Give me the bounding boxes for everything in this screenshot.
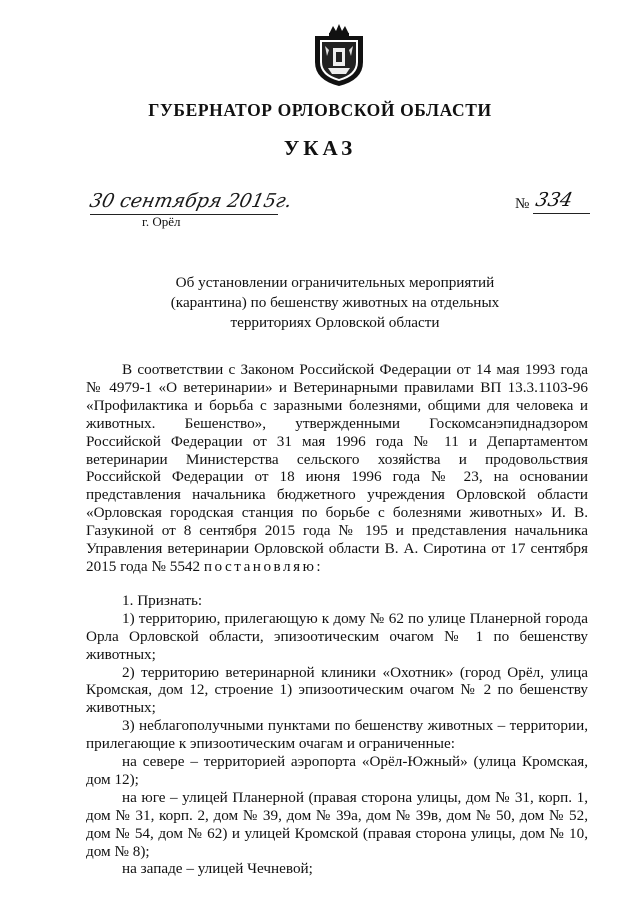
clause-1-1: 1) территорию, прилегающую к дому № 62 по улице Планерной города Орла Орловской области, эпизоотическим очагом № 1 по бешенству животных; [86, 609, 588, 663]
handwritten-date: 30 сентября 2015г. [87, 190, 294, 212]
issuer-heading: ГУБЕРНАТОР ОРЛОВСКОЙ ОБЛАСТИ [148, 100, 492, 120]
city-label: г. Орёл [142, 214, 181, 229]
clause-1-2: 2) территорию ветеринарной клиники «Охотник» (город Орёл, улица Кромская, дом 12, строение 1) эпизоотическим очагом № 2 по бешенству животных; [86, 663, 588, 717]
boundary-west: на западе – улицей Чечневой; [122, 860, 313, 878]
boundary-north: на севере – территорией аэропорта «Орёл-Южный» (улица Кромская, дом 12); [86, 753, 588, 788]
number-sign: № [515, 196, 530, 212]
document-type-heading: УКАЗ [283, 136, 357, 160]
title-line: (карантина) по бешенству животных на отдельных [170, 294, 500, 311]
decree-body [86, 361, 588, 878]
clause-1-heading: 1. Признать: [122, 591, 203, 609]
handwritten-number: 334 [533, 189, 575, 211]
document-title [150, 273, 520, 333]
date-underline [90, 214, 278, 215]
boundary-south: на юге – улицей Планерной (правая сторона улицы, дом № 31, корп. 1, дом № 31, корп. 2, дом № 39, дом № 39а, дом № 39в, дом № 50, дом № 52, дом № 54, дом № 62) и улицей Кромской (правая сторона улицы, дом № 10, дом № 8); [86, 788, 588, 860]
coat-of-arms-icon [311, 22, 367, 88]
preamble-paragraph [86, 361, 588, 576]
preamble-text: В соответствии с Законом Российской Федерации от 14 мая 1993 года № 4979-1 «О ветеринарии» и Ветеринарными правилами ВП 13.3.1103-96 «Профилактика и борьба с заразными болезнями, общими для человека и животных. Бешенство», утвержденными Госкомсанэпиднадзором Российской Федерации от 31 мая 1996 года № 11 и Департаментом ветеринарии Министерства сельского хозяйства и продовольствия Российской Федерации от 18 июня 1996 года № 23, на основании представления начальника бюджетного учреждения Орловской области «Орловская городская станция по борьбе с болезнями животных» И. В. Газукиной от 8 сентября 2015 года № 195 и представления начальника Управления ветеринарии Орловской области В. А. Сиротина от 17 сентября 2015 года № 5542 [86, 361, 588, 575]
operative-keyword: постановляю: [203, 557, 324, 575]
clause-1-3: 3) неблагополучными пунктами по бешенству животных – территории, прилегающие к эпизоотическим очагам и ограниченные: [86, 717, 588, 753]
title-line: территориях Орловской области [230, 314, 440, 331]
title-line: Об установлении ограничительных мероприятий [175, 274, 495, 291]
number-underline [533, 213, 590, 214]
